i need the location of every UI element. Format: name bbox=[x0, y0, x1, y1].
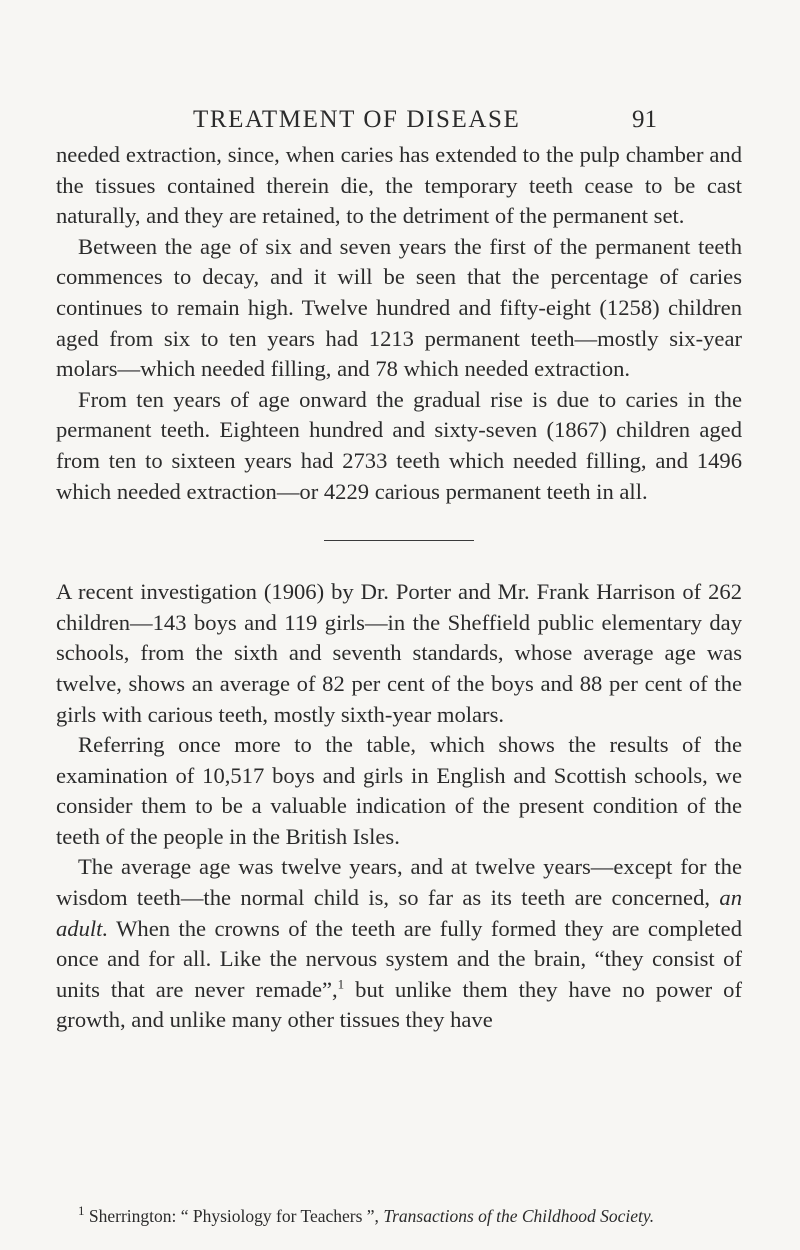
page-number: 91 bbox=[632, 106, 657, 133]
footnote-reference: 1 bbox=[337, 976, 345, 992]
emphasis-an-adult: an adult. bbox=[56, 885, 742, 941]
section-divider bbox=[324, 540, 474, 541]
paragraph-continued: needed extraction, since, when caries has extended to the pulp chamber and the tissues contained therein die, the temporary teeth cease to be cast naturally, and they are retained, to the detriment of the permanent set. bbox=[56, 142, 742, 229]
body-text bbox=[56, 140, 742, 1036]
paragraph-six-to-ten: Between the age of six and seven years the first of the permanent teeth commences to decay, and it will be seen that the percentage of caries continues to remain high. Twelve hundred and fifty-eight (1258) children aged from six to ten years had 1213 permanent teeth—mostly six-year molars—which needed filling, and 78 which needed extraction. bbox=[56, 233, 742, 382]
paragraph-average-age bbox=[56, 852, 742, 1036]
footnote-marker: 1 bbox=[78, 1203, 85, 1219]
running-head bbox=[0, 102, 800, 138]
paragraph-ten-onward: From ten years of age onward the gradual rise is due to caries in the permanent teeth. Eighteen hundred and sixty-seven (1867) children aged from ten to sixteen years had 2733 teeth which needed filling, and 1496 which needed extraction—or 4229 carious permanent teeth in all. bbox=[56, 386, 742, 504]
average-age-text-2: When the crowns of the teeth are fully formed they are completed once and for all. Like the nervous system and the brain, “they consist of units that are never remade”, bbox=[56, 915, 742, 1002]
running-title: TREATMENT OF DISEASE bbox=[193, 106, 521, 133]
average-age-text-3: but unlike them they have no power of growth, and unlike many other tissues they have bbox=[56, 976, 742, 1033]
footnote bbox=[78, 1205, 654, 1227]
paragraph-sheffield-investigation: A recent investigation (1906) by Dr. Porter and Mr. Frank Harrison of 262 children—143 boys and 119 girls—in the Sheffield public elementary day schools, from the sixth and seventh standards, whose average age was twelve, shows an average of 82 per cent of the boys and 88 per cent of the girls with carious teeth, mostly sixth-year molars. bbox=[56, 579, 742, 727]
footnote-text: Sherrington: “ Physiology for Teachers ”, bbox=[84, 1206, 384, 1226]
footnote-source: Transactions of the Childhood Society. bbox=[383, 1206, 655, 1226]
paragraph-table-reference: Referring once more to the table, which shows the results of the examination of 10,517 boys and girls in English and Scottish schools, we consider them to be a valuable indication of the present condition of the teeth of the people in the British Isles. bbox=[56, 732, 742, 849]
average-age-text-1: The average age was twelve years, and at twelve years—except for the wisdom teeth—the normal child is, so far as its teeth are concerned, bbox=[56, 854, 742, 911]
